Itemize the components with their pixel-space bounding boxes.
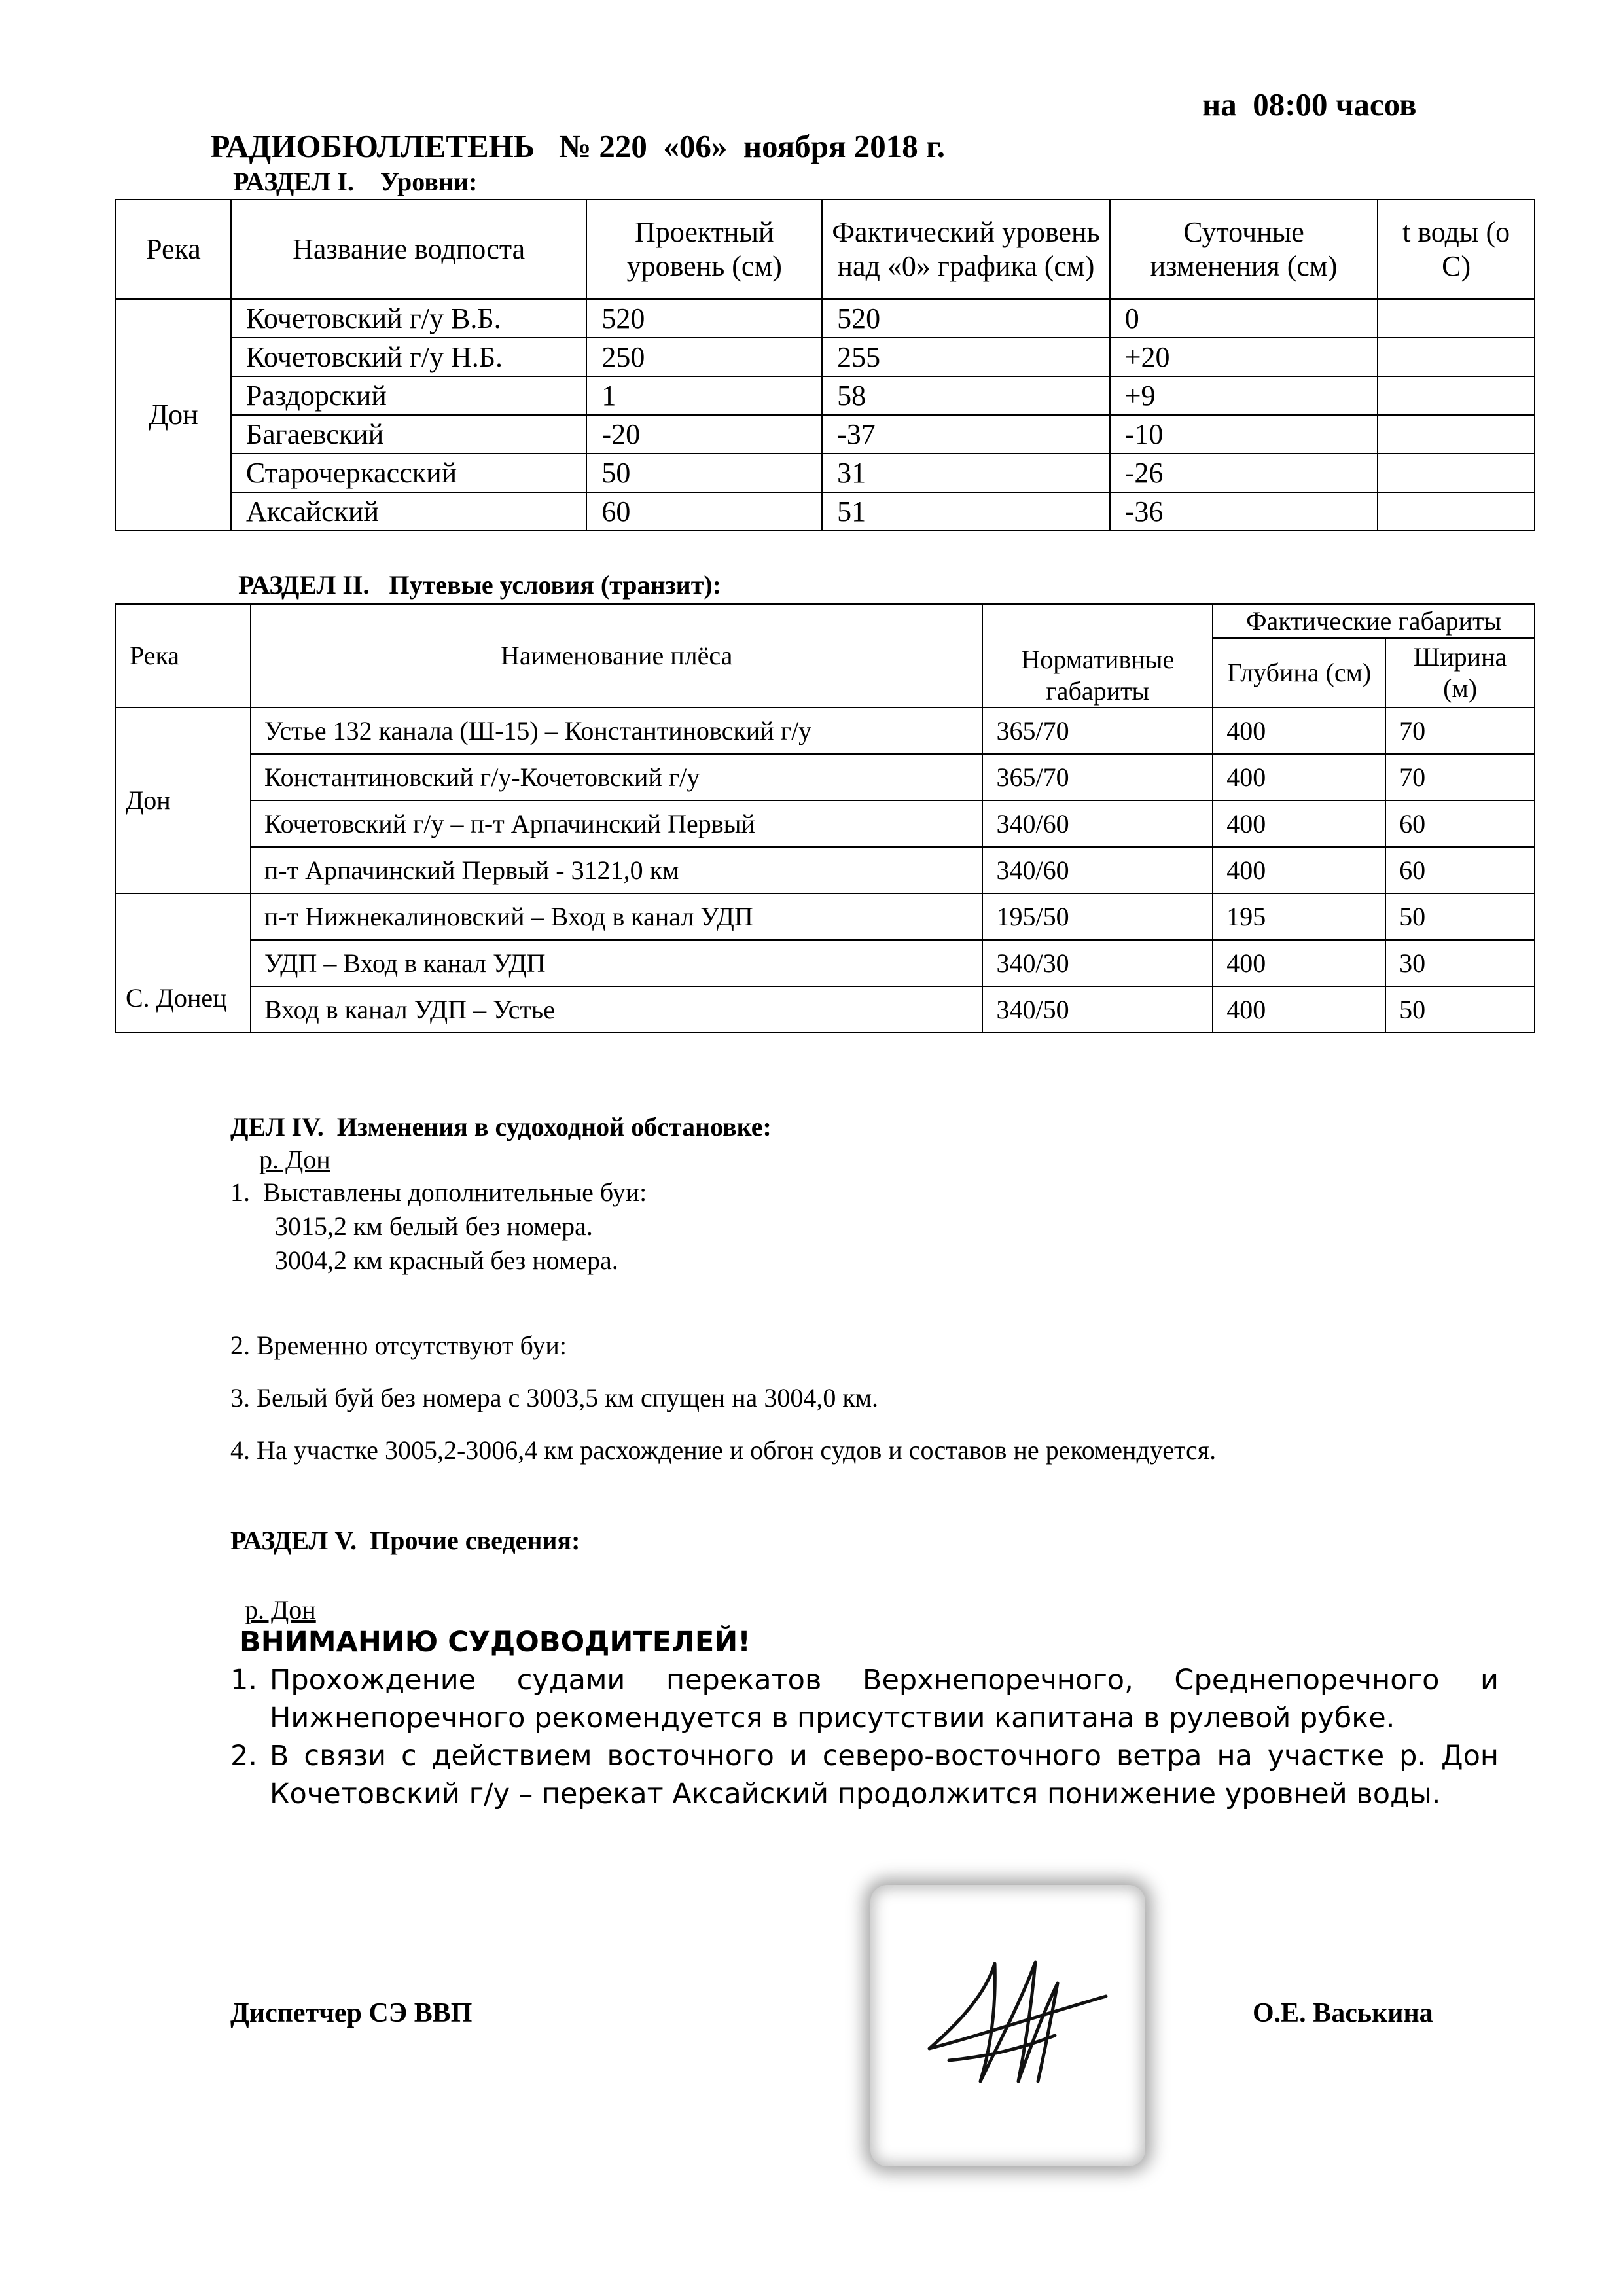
col-water-temp: t воды (о С) — [1378, 200, 1535, 299]
table-row — [116, 893, 1535, 940]
post-cell: Кочетовский г/у В.Б. — [231, 299, 587, 338]
temp-cell — [1378, 376, 1535, 415]
list-item-text: Прохождение судами перекатов Верхнепоречного, Среднепоречного и Нижнепоречного рекомендуется в присутствии капитана в рулевой рубке. — [270, 1664, 1499, 1734]
norm-cell: 340/60 — [982, 847, 1213, 893]
list-item-number: 1. — [230, 1664, 258, 1696]
post-cell: Раздорский — [231, 376, 587, 415]
depth-cell: 400 — [1213, 800, 1385, 847]
width-cell: 60 — [1385, 800, 1535, 847]
norm-cell: 195/50 — [982, 893, 1213, 940]
section4-item4: 4. На участке 3005,2-3006,4 км расхождение и обгон судов и составов не рекомендуется. — [230, 1435, 1217, 1465]
table-row — [116, 800, 1535, 847]
reach-cell: Вход в канал УДП – Устье — [251, 986, 983, 1033]
depth-cell: 400 — [1213, 847, 1385, 893]
list-item-text: В связи с действием восточного и северо-восточного ветра на участке р. Дон Кочетовский г/у – перекат Аксайский продолжится понижение уровней воды. — [270, 1740, 1499, 1810]
width-cell: 70 — [1385, 754, 1535, 800]
actual-cell: 51 — [822, 492, 1110, 531]
section4-item1-buoy-b: 3004,2 км красный без номера. — [275, 1246, 618, 1275]
col-actual-group: Фактические габариты — [1213, 604, 1535, 638]
norm-cell: 340/60 — [982, 800, 1213, 847]
design-cell: 520 — [586, 299, 822, 338]
depth-cell: 400 — [1213, 708, 1385, 754]
table-row — [116, 415, 1535, 454]
signature-image — [870, 1885, 1145, 2166]
table-row — [116, 940, 1535, 986]
daily-cell: -10 — [1110, 415, 1378, 454]
table-row — [116, 299, 1535, 338]
levels-header-row — [116, 200, 1535, 299]
table-row — [116, 708, 1535, 754]
actual-cell: 255 — [822, 338, 1110, 376]
norm-cell: 365/70 — [982, 754, 1213, 800]
table-row — [116, 986, 1535, 1033]
reach-cell: п-т Нижнекалиновский – Вход в канал УДП — [251, 893, 983, 940]
reach-cell: Устье 132 канала (Ш-15) – Константиновский г/у — [251, 708, 983, 754]
temp-cell — [1378, 415, 1535, 454]
river-cell: Дон — [116, 708, 251, 893]
depth-cell: 400 — [1213, 940, 1385, 986]
width-cell: 70 — [1385, 708, 1535, 754]
post-cell: Аксайский — [231, 492, 587, 531]
width-cell: 30 — [1385, 940, 1535, 986]
section4-item1-buoy-a: 3015,2 км белый без номера. — [275, 1211, 593, 1241]
table-row — [116, 338, 1535, 376]
width-cell: 50 — [1385, 893, 1535, 940]
daily-cell: +20 — [1110, 338, 1378, 376]
reach-cell: Константиновский г/у-Кочетовский г/у — [251, 754, 983, 800]
width-cell: 60 — [1385, 847, 1535, 893]
col-river: Река — [116, 604, 251, 708]
dispatcher-name: О.Е. Васькина — [1253, 1998, 1433, 2028]
depth-cell: 400 — [1213, 986, 1385, 1033]
width-cell: 50 — [1385, 986, 1535, 1033]
levels-table — [115, 199, 1535, 531]
list-item — [230, 1737, 1499, 1813]
section4-item3: 3. Белый буй без номера с 3003,5 км спущен на 3004,0 км. — [230, 1383, 879, 1412]
section5-title: РАЗДЕЛ V. Прочие сведения: — [230, 1526, 580, 1555]
daily-cell: -26 — [1110, 454, 1378, 492]
design-cell: 60 — [586, 492, 822, 531]
col-post: Название водпоста — [231, 200, 587, 299]
table-row — [116, 454, 1535, 492]
col-depth: Глубина (см) — [1213, 638, 1385, 708]
design-cell: 250 — [586, 338, 822, 376]
temp-cell — [1378, 338, 1535, 376]
depth-cell: 195 — [1213, 893, 1385, 940]
list-item — [230, 1661, 1499, 1737]
bulletin-title: РАДИОБЮЛЛЕТЕНЬ № 220 «06» ноября 2018 г. — [210, 128, 945, 164]
col-daily-change: Суточные изменения (см) — [1110, 200, 1378, 299]
table-row — [116, 376, 1535, 415]
col-normative: Нормативные габариты — [982, 604, 1213, 708]
reach-cell: УДП – Вход в канал УДП — [251, 940, 983, 986]
section4-item2: 2. Временно отсутствуют буи: — [230, 1331, 567, 1360]
actual-cell: 520 — [822, 299, 1110, 338]
signature-stamp — [870, 1885, 1145, 2166]
daily-cell: -36 — [1110, 492, 1378, 531]
design-cell: 50 — [586, 454, 822, 492]
table-row — [116, 492, 1535, 531]
river-cell: Дон — [116, 299, 231, 531]
depth-cell: 400 — [1213, 754, 1385, 800]
section4-item1: 1. Выставлены дополнительные буи: — [230, 1177, 647, 1207]
post-cell: Кочетовский г/у Н.Б. — [231, 338, 587, 376]
daily-cell: +9 — [1110, 376, 1378, 415]
route-header-row — [116, 604, 1535, 638]
bulletin-time: на 08:00 часов — [1202, 86, 1417, 122]
section2-title: РАЗДЕЛ II. Путевые условия (транзит): — [238, 570, 722, 600]
post-cell: Багаевский — [231, 415, 587, 454]
list-item-number: 2. — [230, 1740, 258, 1772]
actual-cell: -37 — [822, 415, 1110, 454]
section4-title: ДЕЛ IV. Изменения в судоходной обстановке: — [230, 1112, 772, 1141]
attention-heading: ВНИМАНИЮ СУДОВОДИТЕЛЕЙ! — [240, 1626, 751, 1659]
actual-cell: 58 — [822, 376, 1110, 415]
actual-cell: 31 — [822, 454, 1110, 492]
section4-river: р. Дон — [259, 1145, 330, 1174]
design-cell: -20 — [586, 415, 822, 454]
reach-cell: п-т Арпачинский Первый - 3121,0 км — [251, 847, 983, 893]
section5-river: р. Дон — [245, 1595, 316, 1624]
reach-cell: Кочетовский г/у – п-т Арпачинский Первый — [251, 800, 983, 847]
norm-cell: 340/30 — [982, 940, 1213, 986]
col-design-level: Проектный уровень (см) — [586, 200, 822, 299]
col-width: Ширина (м) — [1385, 638, 1535, 708]
daily-cell: 0 — [1110, 299, 1378, 338]
table-row — [116, 847, 1535, 893]
river-cell: С. Донец — [116, 893, 251, 1033]
temp-cell — [1378, 299, 1535, 338]
temp-cell — [1378, 454, 1535, 492]
bulletin-header — [194, 84, 1503, 164]
table-row — [116, 754, 1535, 800]
norm-cell: 340/50 — [982, 986, 1213, 1033]
section5-list — [230, 1661, 1499, 1813]
route-conditions-table — [115, 603, 1535, 1033]
dispatcher-position: Диспетчер СЭ ВВП — [230, 1998, 473, 2028]
temp-cell — [1378, 492, 1535, 531]
section1-title: РАЗДЕЛ I. Уровни: — [233, 167, 478, 196]
col-river: Река — [116, 200, 231, 299]
col-reach: Наименование плёса — [251, 604, 983, 708]
col-actual-level: Фактический уровень над «0» графика (см) — [822, 200, 1110, 299]
post-cell: Старочеркасский — [231, 454, 587, 492]
norm-cell: 365/70 — [982, 708, 1213, 754]
design-cell: 1 — [586, 376, 822, 415]
